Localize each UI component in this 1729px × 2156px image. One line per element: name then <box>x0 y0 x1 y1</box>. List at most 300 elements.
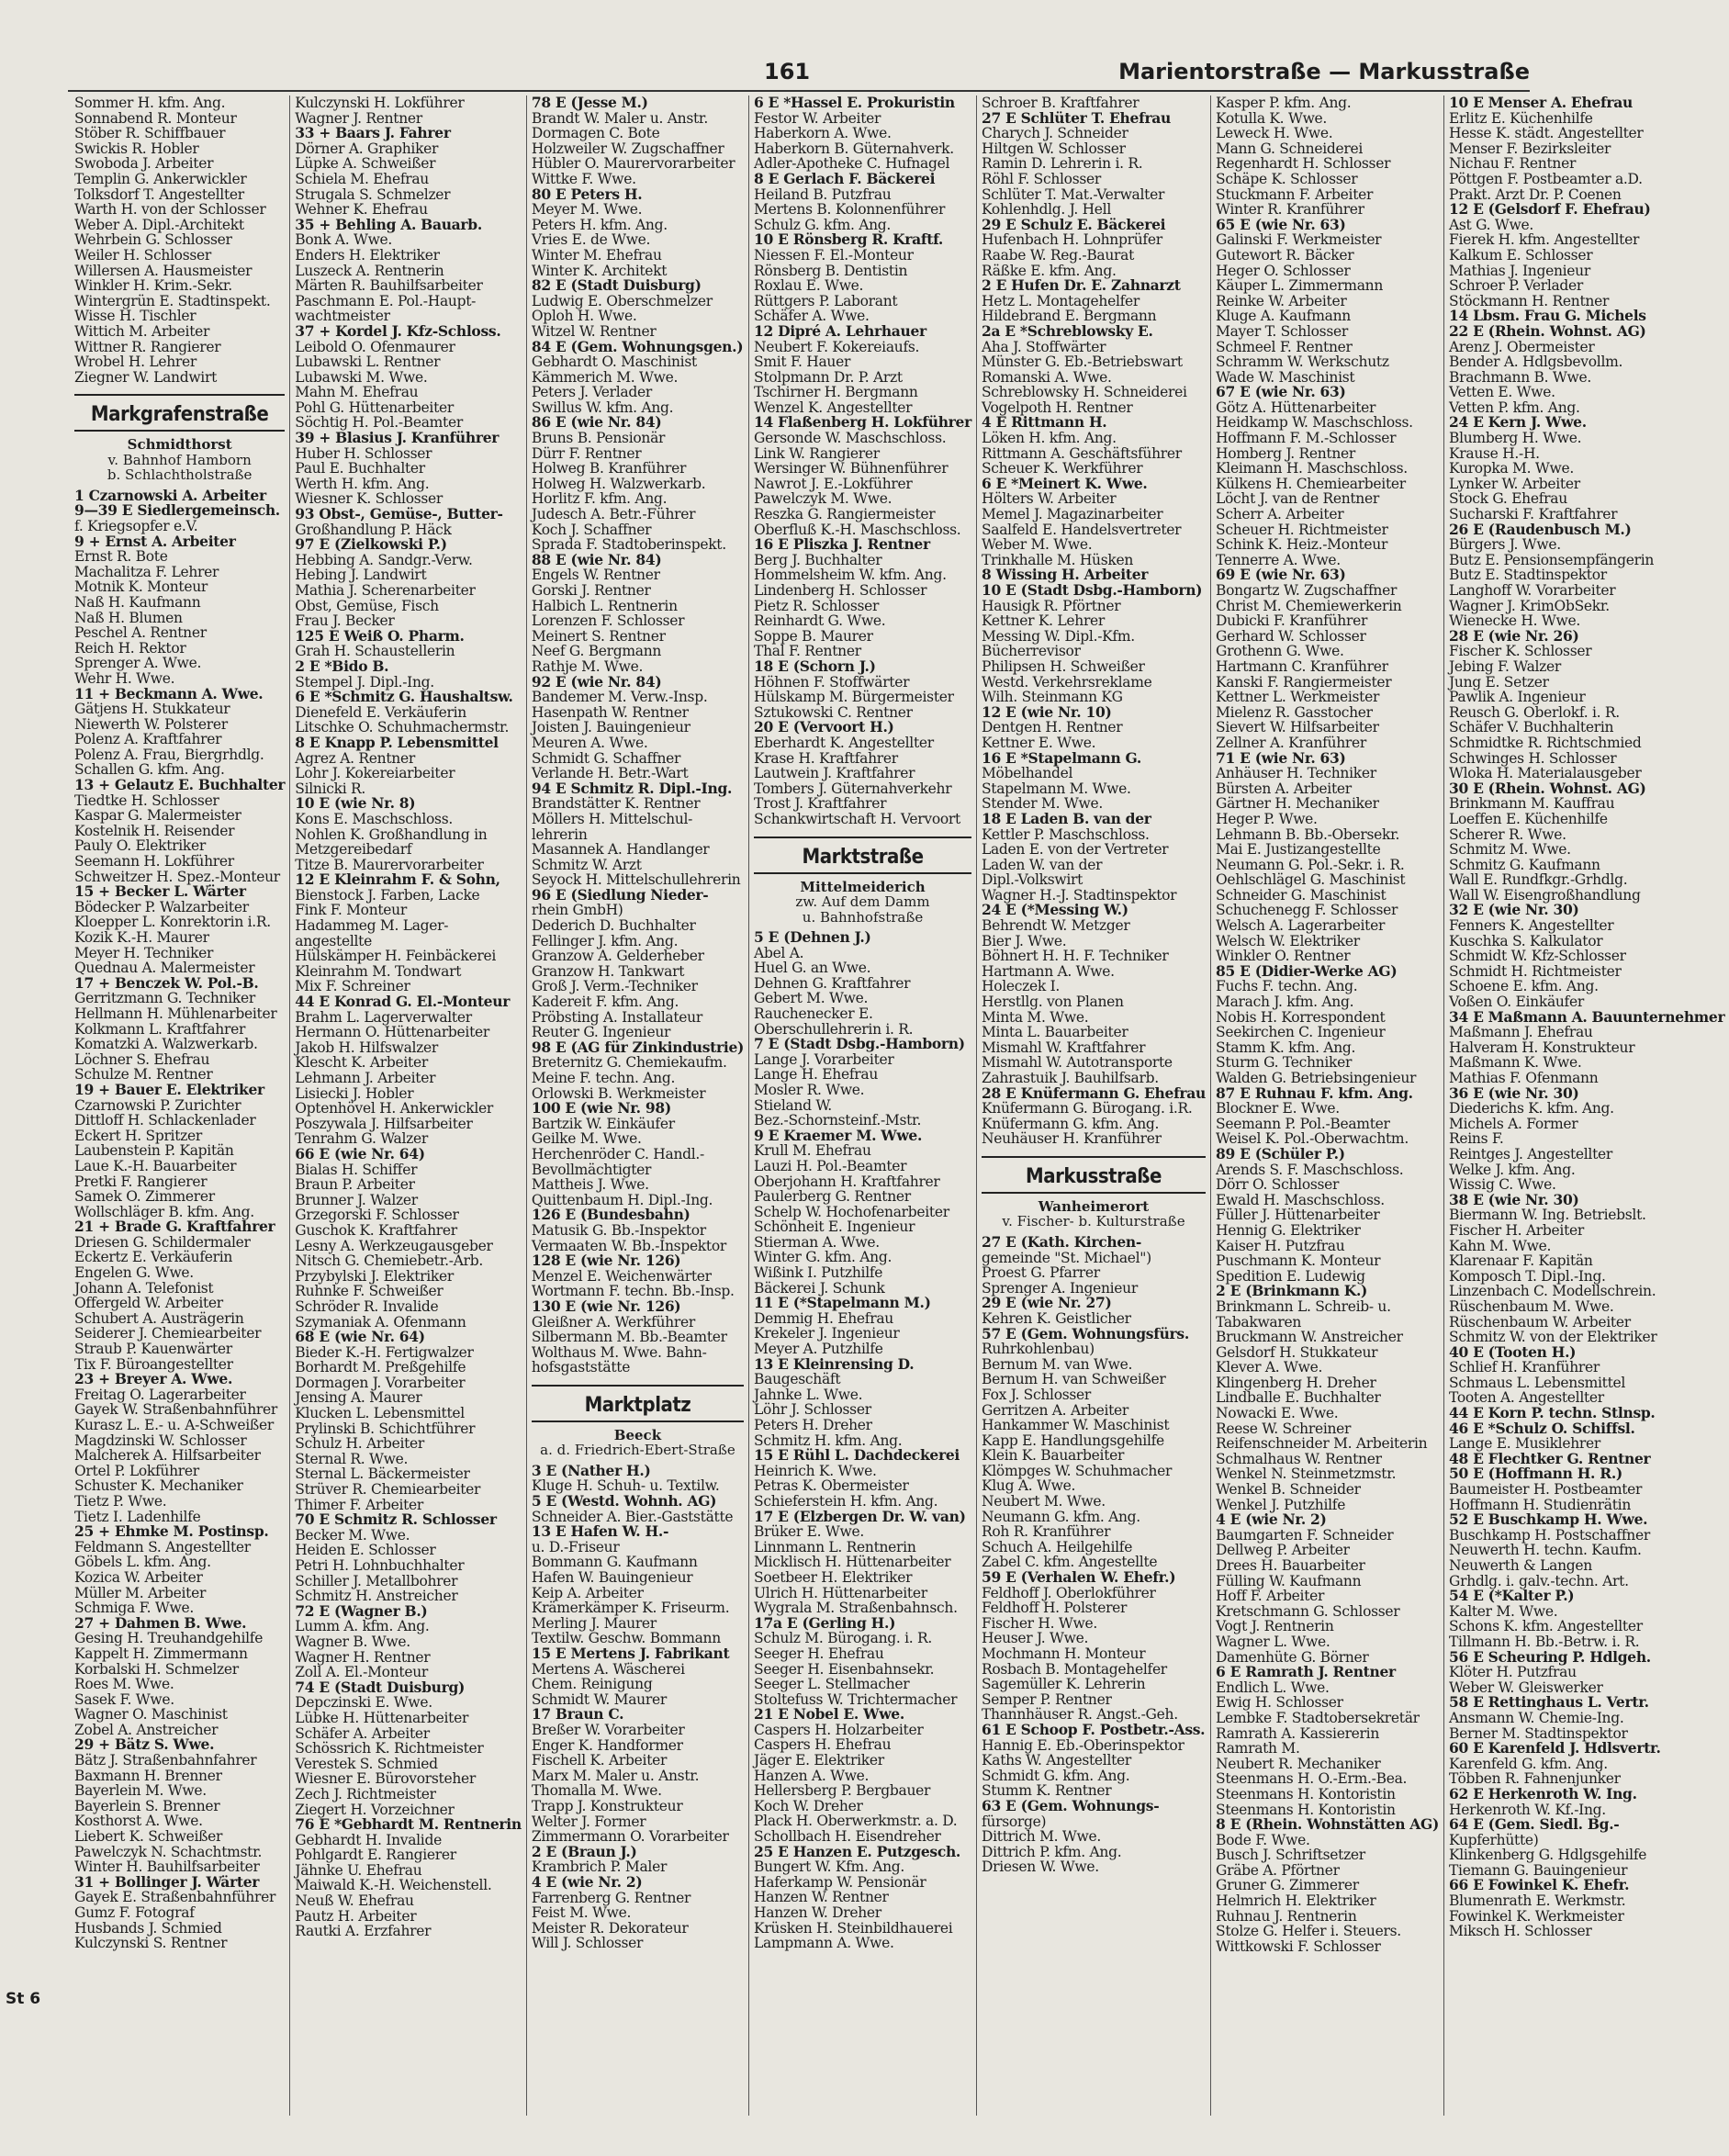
directory-entry: Lumm A. kfm. Ang. <box>295 1618 430 1635</box>
directory-entry: Malcherek A. Hilfsarbeiter <box>74 1447 261 1465</box>
directory-entry: 10 E Rönsberg R. Kraftf. <box>754 230 944 249</box>
directory-entry: 28 E (wie Nr. 26) <box>1449 626 1579 645</box>
directory-entry: Przybylski J. Elektriker <box>295 1267 454 1285</box>
directory-entry: Holweg B. Kranführer <box>531 460 687 477</box>
directory-entry: Wittke F. Wwe. <box>531 170 636 187</box>
directory-entry: 21 E Nobel E. Wwe. <box>754 1705 904 1724</box>
directory-entry: 92 E (wie Nr. 84) <box>531 672 662 691</box>
directory-entry: Heger P. Wwe. <box>1216 810 1318 827</box>
directory-entry: Lisiecki J. Hobler <box>295 1084 414 1102</box>
directory-entry: Schmidt H. Richtmeister <box>1449 962 1622 980</box>
directory-entry: Gätjens H. Stukkateur <box>74 701 230 718</box>
directory-entry: Kretschmann G. Schlosser <box>1216 1602 1400 1620</box>
directory-entry: Jähnke U. Ehefrau <box>295 1861 422 1879</box>
directory-entry: Braun P. Arbeiter <box>295 1176 415 1194</box>
directory-entry: Klömpges W. Schuhmacher <box>981 1462 1173 1479</box>
directory-entry: Optenhövel H. Ankerwickler <box>295 1100 493 1117</box>
directory-entry: 6 E *Meinert K. Wwe. <box>981 474 1148 492</box>
directory-entry: Wienecke H. Wwe. <box>1449 612 1580 630</box>
directory-entry: Offergeld W. Arbeiter <box>74 1295 223 1312</box>
directory-entry: Tschirner H. Bergmann <box>754 384 918 401</box>
directory-entry: Hiltgen W. Schlosser <box>981 140 1126 157</box>
directory-entry: Höhnen F. Stoffwärter <box>754 673 910 691</box>
street-extent: v. Fischer- b. Kulturstraße <box>1002 1213 1185 1230</box>
directory-entry: 18 E Laden B. van der <box>981 809 1151 827</box>
directory-entry: Steenmans H. Kontoristin <box>1216 1785 1396 1802</box>
section-divider <box>532 1385 744 1387</box>
directory-entry: Halbich L. Rentnerin <box>531 597 678 614</box>
directory-entry: 22 E (Rhein. Wohnst. AG) <box>1449 321 1646 340</box>
directory-entry: Pohlgardt E. Rangierer <box>295 1847 456 1864</box>
directory-entry: Ziegner W. Landwirt <box>74 368 217 386</box>
directory-entry: 11 E (*Stapelmann M.) <box>754 1294 931 1312</box>
directory-entry: Tiemann G. Bauingenieur <box>1449 1861 1628 1879</box>
directory-entry: Walden G. Betriebsingenieur <box>1216 1070 1417 1086</box>
directory-entry: Kasper P. kfm. Ang. <box>1216 95 1352 111</box>
directory-entry: 2 E (Braun J.) <box>531 1842 637 1860</box>
directory-entry: Seeger L. Stellmacher <box>754 1676 910 1693</box>
directory-entry: 66 E Fowinkel K. Ehefr. <box>1449 1876 1630 1894</box>
directory-entry: Wilh. Steinmann KG <box>981 689 1123 706</box>
directory-entry: Tolksdorf T. Angestellter <box>74 185 244 203</box>
directory-entry: Lehmann J. Arbeiter <box>295 1070 436 1086</box>
directory-entry: Trapp J. Konstrukteur <box>531 1797 683 1814</box>
directory-entry: Brandstätter K. Rentner <box>531 795 701 813</box>
directory-entry: 5 E (Dehnen J.) <box>754 928 871 946</box>
directory-entry: Gersonde W. Maschschloss. <box>754 430 947 447</box>
directory-entry: 89 E (Schüler P.) <box>1216 1144 1345 1162</box>
district-name: Wanheimerort <box>1038 1197 1150 1215</box>
directory-entry: Fowinkel K. Werkmeister <box>1449 1907 1624 1925</box>
directory-entry: 16 E *Stapelmann G. <box>981 748 1142 767</box>
directory-entry: Wiesner K. Schlosser <box>295 490 443 508</box>
directory-entry: Dormagen J. Vorarbeiter <box>295 1374 466 1391</box>
directory-entry: Strüver R. Chemiearbeiter <box>295 1481 481 1499</box>
directory-entry: Schiela M. Ehefrau <box>295 170 429 187</box>
directory-entry: Hellersberg P. Bergbauer <box>754 1782 931 1800</box>
directory-entry: Prylinski B. Schichtführer <box>295 1420 476 1437</box>
directory-entry: Pauly O. Elektriker <box>74 837 206 855</box>
directory-entry: 67 E (wie Nr. 63) <box>1216 383 1346 401</box>
directory-entry: Breternitz G. Chemiekaufm. <box>531 1054 727 1072</box>
directory-entry: Wenkel N. Steinmetzmstr. <box>1216 1465 1397 1483</box>
directory-entry: Neubert F. Kokereiaufs. <box>754 338 920 355</box>
directory-entry: Baumeister H. Postbeamter <box>1449 1481 1643 1499</box>
directory-entry: Kehren K. Geistlicher <box>981 1309 1131 1327</box>
directory-entry: angestellte <box>295 932 372 949</box>
directory-entry: Nitsch G. Chemiebetr.-Arb. <box>295 1252 483 1270</box>
directory-entry: Mochmann H. Monteur <box>981 1645 1146 1662</box>
directory-entry: Weiler H. Schlosser <box>74 246 211 264</box>
directory-entry: 1 Czarnowski A. Arbeiter <box>74 486 266 504</box>
directory-entry: Hebing J. Landwirt <box>295 567 427 584</box>
directory-entry: Seiderer J. Chemiearbeiter <box>74 1325 262 1342</box>
directory-entry: Thimer F. Arbeiter <box>295 1496 424 1513</box>
directory-entry: Memel J. Magazinarbeiter <box>981 506 1163 523</box>
directory-entry: Link W. Rangierer <box>754 444 880 462</box>
directory-entry: Neumann G. Pol.-Sekr. i. R. <box>1216 856 1405 873</box>
directory-entry: 74 E (Stadt Duisburg) <box>295 1678 466 1696</box>
directory-entry: 6 E *Schmitz G. Haushaltsw. <box>295 688 513 706</box>
directory-entry: 24 E (*Messing W.) <box>981 901 1128 919</box>
directory-entry: 19 + Bauer E. Elektriker <box>74 1080 264 1098</box>
directory-entry: 62 E Herkenroth W. Ing. <box>1449 1784 1637 1802</box>
directory-entry: Paschmann E. Pol.-Haupt- <box>295 292 477 309</box>
directory-entry: fürsorge) <box>981 1813 1047 1830</box>
directory-entry: 37 + Kordel J. Kfz-Schloss. <box>295 321 501 340</box>
directory-entry: 28 E Knüfermann G. Ehefrau <box>981 1084 1207 1102</box>
directory-entry: Tennerre A. Wwe. <box>1216 551 1341 568</box>
directory-entry: Eckert H. Spritzer <box>74 1127 202 1144</box>
directory-entry: Soetbeer H. Elektriker <box>754 1568 913 1586</box>
directory-entry: Czarnowski P. Zurichter <box>74 1096 241 1114</box>
directory-entry: Wehrbein G. Schlosser <box>74 231 232 249</box>
directory-entry: Bäckerei J. Schunk <box>754 1279 885 1297</box>
directory-entry: Hermann O. Hüttenarbeiter <box>295 1024 489 1041</box>
directory-entry: Füller J. Hüttenarbeiter <box>1216 1207 1380 1224</box>
directory-entry: Philipsen H. Schweißer <box>981 657 1145 675</box>
directory-entry: Sztukowski C. Rentner <box>754 703 913 721</box>
directory-entry: Bätz J. Straßenbahnfahrer <box>74 1752 257 1769</box>
directory-entry: Krüsken H. Steinbildhauerei <box>754 1919 953 1937</box>
directory-entry: Schäfer V. Buchhalterin <box>1449 719 1614 736</box>
directory-entry: Strugala S. Schmelzer <box>295 185 451 203</box>
directory-entry: Märten R. Bauhilfsarbeiter <box>295 277 483 295</box>
directory-entry: Feldhoff H. Polsterer <box>981 1600 1128 1617</box>
directory-entry: Dörner A. Graphiker <box>295 140 439 157</box>
directory-entry: Micklisch H. Hüttenarbeiter <box>754 1554 951 1571</box>
directory-entry: Kaths W. Angestellter <box>981 1752 1132 1769</box>
directory-entry: Enger K. Handformer <box>531 1736 683 1754</box>
directory-entry: Magdzinski W. Schlosser <box>74 1432 247 1449</box>
directory-entry: Ruhrkohlenbau) <box>981 1341 1095 1358</box>
directory-entry: Judesch A. Betr.-Führer <box>531 506 696 523</box>
directory-entry: Klarenaar F. Kapitän <box>1449 1252 1593 1270</box>
directory-entry: Brandt W. Maler u. Anstr. <box>531 109 708 127</box>
directory-entry: Liebert K. Schweißer <box>74 1828 223 1846</box>
directory-entry: Wittich M. Arbeiter <box>74 322 210 340</box>
directory-entry: Marx M. Maler u. Anstr. <box>531 1767 700 1784</box>
directory-entry: Kapp E. Handlungsgehilfe <box>981 1432 1164 1449</box>
directory-entry: Naß H. Blumen <box>74 609 183 626</box>
directory-entry: Biermann W. Ing. Betriebslt. <box>1449 1207 1646 1224</box>
directory-entry: Reuter G. Ingenieur <box>531 1024 671 1041</box>
column-5 <box>977 95 1211 2116</box>
directory-entry: Stuckmann F. Arbeiter <box>1216 185 1374 203</box>
directory-entry: 12 Dipré A. Lehrhauer <box>754 321 926 340</box>
directory-entry: Ernst R. Bote <box>74 548 168 566</box>
directory-entry: Brunner J. Walzer <box>295 1191 418 1208</box>
directory-entry: Schmaus L. Lebensmittel <box>1449 1374 1626 1391</box>
directory-entry: Haberkorn A. Wwe. <box>754 125 892 142</box>
directory-entry: Sternal R. Wwe. <box>295 1450 409 1467</box>
directory-entry: Schäfer A. Wwe. <box>754 308 870 325</box>
directory-entry: Gelsdorf H. Stukkateur <box>1216 1343 1378 1361</box>
district-name: Schmidthorst <box>127 436 232 454</box>
directory-entry: Klever A. Wwe. <box>1216 1359 1323 1376</box>
directory-entry: Wagner H. Rentner <box>295 1648 431 1666</box>
directory-entry: 38 E (wie Nr. 30) <box>1449 1190 1579 1208</box>
directory-entry: Schubert A. Austrägerin <box>74 1309 244 1327</box>
directory-entry: Mayer T. Schlosser <box>1216 322 1348 340</box>
directory-entry: Driesen G. Schildermaler <box>74 1233 251 1251</box>
directory-entry: Christ M. Chemiewerkerin <box>1216 597 1402 614</box>
directory-entry: Lange H. Ehefrau <box>754 1066 878 1084</box>
directory-entry: Ortel P. Lokführer <box>74 1462 199 1479</box>
directory-entry: Brahm L. Lagerverwalter <box>295 1008 472 1026</box>
directory-entry: 10 E (Stadt Dsbg.-Hamborn) <box>981 581 1203 599</box>
directory-entry: Göbels L. kfm. Ang. <box>74 1554 211 1571</box>
directory-entry: Dittrich P. kfm. Ang. <box>981 1843 1122 1860</box>
directory-entry: Peters J. Verlader <box>531 384 652 401</box>
directory-entry: Schmidt W. Kfz-Schlosser <box>1449 948 1626 965</box>
directory-entry: Kolkmann L. Kraftfahrer <box>74 1020 246 1038</box>
directory-entry: Seeger H. Eisenbahnsekr. <box>754 1660 935 1678</box>
directory-entry: Blumenrath E. Werkmstr. <box>1449 1892 1626 1910</box>
directory-entry: Blumberg H. Wwe. <box>1449 430 1582 447</box>
directory-entry: Lüpke A. Schweißer <box>295 155 436 173</box>
directory-entry: Wagner B. Wwe. <box>295 1633 410 1650</box>
directory-entry: Bernum H. van Schweißer <box>981 1371 1166 1388</box>
directory-entry: Orlowski B. Werkmeister <box>531 1084 706 1102</box>
directory-entry: 39 + Blasius J. Kranführer <box>295 429 500 447</box>
directory-entry: Eberhardt K. Angestellter <box>754 734 934 751</box>
directory-entry: Schallen G. kfm. Ang. <box>74 761 225 779</box>
directory-entry: 56 E Scheuring P. Hdlgeh. <box>1449 1647 1651 1666</box>
directory-entry: Maßmann J. Ehefrau <box>1449 1024 1593 1041</box>
directory-entry: 17 E (Elzbergen Dr. W. van) <box>754 1507 966 1525</box>
directory-entry: Bieder K.-H. Fertigwalzer <box>295 1343 474 1361</box>
directory-entry: Münster G. Eb.-Betriebswart <box>981 354 1183 371</box>
directory-entry: Wloka H. Materialausgeber <box>1449 765 1642 782</box>
directory-entry: Ramrath M. <box>1216 1740 1300 1757</box>
directory-entry: Müller M. Arbeiter <box>74 1584 207 1601</box>
directory-entry: Ludwig E. Oberschmelzer <box>531 292 713 309</box>
directory-entry: Swillus W. kfm. Ang. <box>531 399 674 416</box>
directory-entry: Granzow A. Gelderheber <box>531 948 704 965</box>
directory-entry: Schwinges H. Schlosser <box>1449 749 1617 767</box>
directory-entry: Heiden E. Schlosser <box>295 1542 436 1559</box>
directory-entry: 97 E (Zielkowski P.) <box>295 535 447 554</box>
directory-entry: Proest G. Pfarrer <box>981 1264 1100 1282</box>
directory-entry: Neubert R. Mechaniker <box>1216 1755 1381 1772</box>
directory-entry: Poszywala J. Hilfsarbeiter <box>295 1115 473 1132</box>
directory-entry: Chem. Reinigung <box>531 1676 653 1693</box>
directory-entry: Jensing A. Maurer <box>295 1389 422 1407</box>
directory-entry: Silnicki R. <box>295 780 366 797</box>
directory-entry: Hanzen W. Dreher <box>754 1904 881 1921</box>
directory-entry: Haferkamp W. Pensionär <box>754 1873 926 1891</box>
directory-entry: Feist M. Wwe. <box>531 1904 632 1922</box>
directory-entry: Polenz A. Kraftfahrer <box>74 731 222 748</box>
directory-entry: Hartmann A. Wwe. <box>981 962 1115 980</box>
directory-entry: Kosthorst A. Wwe. <box>74 1813 203 1830</box>
directory-entry: Helmrich H. Elektriker <box>1216 1892 1376 1910</box>
directory-entry: 125 E Weiß O. Pharm. <box>295 626 465 645</box>
directory-entry: 48 E Flechtker G. Rentner <box>1449 1449 1651 1467</box>
directory-entry: Kurasz L. E.- u. A-Schweißer <box>74 1417 274 1433</box>
directory-entry: Oberschullehrerin i. R. <box>754 1020 914 1038</box>
directory-entry: Machalitza F. Lehrer <box>74 563 219 580</box>
directory-entry: Bez.-Schornsteinf.-Mstr. <box>754 1112 922 1129</box>
directory-entry: Rönsberg B. Dentistin <box>754 262 908 279</box>
directory-entry: Borhardt M. Preßgehilfe <box>295 1359 466 1376</box>
directory-entry: Wall E. Rundfkgr.-Grhdlg. <box>1449 871 1628 889</box>
directory-entry: Holeczek I. <box>981 978 1061 995</box>
directory-entry: Huber H. Schlosser <box>295 444 432 462</box>
directory-entry: Seemann H. Lokführer <box>74 853 234 870</box>
directory-entry: Lindenberg H. Schlosser <box>754 582 927 599</box>
directory-entry: Enders H. Elektriker <box>295 246 440 264</box>
directory-entry: Gorski J. Rentner <box>531 582 651 599</box>
directory-entry: Stöckmann H. Rentner <box>1449 292 1610 309</box>
directory-entry: Kuschka S. Kalkulator <box>1449 932 1603 949</box>
directory-entry: Winter G. kfm. Ang. <box>754 1249 893 1266</box>
directory-entry: Tietz P. Wwe. <box>74 1492 167 1510</box>
directory-entry: 17 Braun C. <box>531 1705 624 1724</box>
directory-entry: Schmitz W. von der Elektriker <box>1449 1329 1657 1346</box>
directory-entry: Nowacki E. Wwe. <box>1216 1405 1339 1422</box>
directory-entry: Niessen F. El.-Monteur <box>754 246 914 264</box>
directory-entry: Schankwirtschaft H. Vervoort <box>754 810 960 827</box>
directory-entry: Mismahl W. Autotransporte <box>981 1054 1173 1072</box>
directory-entry: Kaspar G. Malermeister <box>74 807 241 825</box>
directory-entry: Wißink I. Putzhilfe <box>754 1264 883 1282</box>
directory-entry: Grhdlg. i. galv.-techn. Art. <box>1449 1572 1629 1589</box>
directory-entry: Rüschenbaum M. Wwe. <box>1449 1297 1614 1315</box>
directory-entry: Winter R. Kranführer <box>1216 201 1364 219</box>
directory-entry: Willersen A. Hausmeister <box>74 262 253 279</box>
directory-entry: Koch J. Schaffner <box>531 521 652 538</box>
directory-entry: 21 + Brade G. Kraftfahrer <box>74 1218 275 1236</box>
directory-entry: 61 E Schoop F. Postbetr.-Ass. <box>981 1720 1206 1738</box>
directory-entry: Ansmann W. Chemie-Ing. <box>1449 1709 1624 1726</box>
directory-entry: Tillmann H. Bb.-Betrw. i. R. <box>1449 1633 1640 1650</box>
directory-entry: Wenkel J. Putzhilfe <box>1216 1496 1346 1513</box>
directory-entry: Sternal L. Bäckermeister <box>295 1465 470 1483</box>
directory-entry: Stempel J. Dipl.-Ing. <box>295 673 434 691</box>
directory-entry: Böhnert H. H. F. Techniker <box>981 948 1169 965</box>
directory-entry: Voßen O. Einkäufer <box>1449 994 1584 1011</box>
directory-entry: Kulczynski H. Lokführer <box>295 95 465 111</box>
directory-entry: Pöttgen F. Postbeamter a.D. <box>1449 170 1643 187</box>
directory-entry: Semper P. Rentner <box>981 1690 1112 1708</box>
directory-entry: Schmitz H. kfm. Ang. <box>754 1432 903 1449</box>
directory-entry: Lubawski M. Wwe. <box>295 368 428 386</box>
directory-entry: 29 E Schulz E. Bäckerei <box>981 215 1166 233</box>
directory-entry: Thannhäuser R. Angst.-Geh. <box>981 1706 1178 1724</box>
directory-entry: Rosbach B. Montagehelfer <box>981 1660 1167 1678</box>
directory-entry: 24 E Kern J. Wwe. <box>1449 413 1587 432</box>
directory-entry: 6 E *Hassel E. Prokuristin <box>754 94 955 111</box>
directory-entry: Meine F. techn. Ang. <box>531 1070 676 1086</box>
section-divider <box>754 872 971 874</box>
directory-entry: Bartzik W. Einkäufer <box>531 1115 675 1132</box>
directory-entry: Jebing F. Walzer <box>1449 657 1562 675</box>
directory-entry: Söchtig H. Pol.-Beamter <box>295 414 463 432</box>
directory-entry: Peters H. kfm. Ang. <box>531 216 668 233</box>
directory-entry: Laue K.-H. Bauarbeiter <box>74 1157 237 1174</box>
directory-entry: Schlief H. Kranführer <box>1449 1359 1600 1376</box>
directory-entry: 98 E (AG für Zinkindustrie) <box>531 1038 745 1056</box>
directory-entry: Petras K. Obermeister <box>754 1477 909 1495</box>
directory-entry: Endlich L. Wwe. <box>1216 1679 1330 1696</box>
directory-entry: 27 E (Kath. Kirchen- <box>981 1232 1142 1251</box>
directory-entry: Schulz M. Bürogang. i. R. <box>754 1630 933 1647</box>
directory-entry: Komatzki A. Walzwerkarb. <box>74 1036 258 1053</box>
directory-entry: Kloepper L. Konrektorin i.R. <box>74 914 271 931</box>
street-heading: Marktstraße <box>802 845 924 869</box>
directory-entry: Groß J. Verm.-Techniker <box>531 978 698 995</box>
directory-entry: Linzenbach C. Modellschrein. <box>1449 1283 1656 1300</box>
directory-entry: Grah H. Schaustellerin <box>295 643 455 660</box>
directory-entry: Hoff F. Arbeiter <box>1216 1588 1325 1605</box>
column-1 <box>70 95 290 2116</box>
directory-entry: Ramrath A. Kassiererin <box>1216 1724 1380 1742</box>
directory-entry: Hafen W. Bauingenieur <box>531 1569 693 1587</box>
directory-entry: 8 Wissing H. Arbeiter <box>981 566 1149 584</box>
directory-entry: Scheuer H. Richtmeister <box>1216 521 1388 538</box>
directory-entry: Löken H. kfm. Ang. <box>981 430 1117 447</box>
directory-entry: Bürgers J. Wwe. <box>1449 536 1561 554</box>
directory-entry: Peters H. Dreher <box>754 1417 872 1433</box>
directory-entry: Lehmann B. Bb.-Obersekr. <box>1216 825 1400 843</box>
directory-entry: Dürr F. Rentner <box>531 444 642 462</box>
directory-entry: Wittkowski F. Schlosser <box>1216 1937 1381 1955</box>
directory-entry: 86 E (wie Nr. 84) <box>531 413 662 432</box>
directory-entry: Schäfer A. Arbeiter <box>295 1724 430 1742</box>
directory-entry: Welsch W. Elektriker <box>1216 932 1360 949</box>
directory-entry: Sievert W. Hilfsarbeiter <box>1216 719 1379 736</box>
directory-entry: Tenrahm G. Walzer <box>295 1130 428 1148</box>
directory-entry: Minta M. Wwe. <box>981 1008 1089 1026</box>
directory-entry: Metzgereibedarf <box>295 841 412 859</box>
directory-entry: Thal F. Rentner <box>754 643 861 660</box>
directory-entry: Kanski F. Rangiermeister <box>1216 673 1392 691</box>
directory-entry: Leweck H. Wwe. <box>1216 125 1333 142</box>
directory-entry: Stierman A. Wwe. <box>754 1233 880 1251</box>
directory-entry: Hommelsheim W. kfm. Ang. <box>754 567 947 584</box>
directory-entry: Klug A. Wwe. <box>981 1477 1076 1495</box>
directory-entry: Witzel W. Rentner <box>531 322 657 340</box>
directory-entry: Johann A. Telefonist <box>74 1279 214 1297</box>
directory-entry: Lorenzen F. Schlosser <box>531 612 685 630</box>
directory-entry: Zabel C. kfm. Angestellte <box>981 1554 1158 1571</box>
directory-entry: 18 E (Schorn J.) <box>754 657 876 675</box>
directory-entry: Wersinger W. Bühnenführer <box>754 460 949 477</box>
directory-entry: Schieferstein H. kfm. Ang. <box>754 1492 938 1510</box>
directory-entry: Dubicki F. Kranführer <box>1216 612 1368 630</box>
directory-entry: Bandemer M. Verw.-Insp. <box>531 689 708 706</box>
directory-entry: Lautwein J. Kraftfahrer <box>754 765 915 782</box>
directory-entry: Motnik K. Monteur <box>74 578 208 596</box>
directory-entry: Komposch T. Dipl.-Ing. <box>1449 1267 1606 1285</box>
directory-entry: Pawlik A. Ingenieur <box>1449 689 1586 706</box>
directory-entry: 85 E (Didier-Werke AG) <box>1216 961 1398 980</box>
directory-entry: Ramin D. Lehrerin i. R. <box>981 155 1143 173</box>
directory-entry: Meuren A. Wwe. <box>531 734 648 751</box>
directory-entry: 12 E (Gelsdorf F. Ehefrau) <box>1449 200 1651 219</box>
directory-entry: Menzel E. Weichenwärter <box>531 1267 712 1285</box>
directory-entry: Masannek A. Handlanger <box>531 841 710 859</box>
directory-entry: Schuster K. Mechaniker <box>74 1477 243 1495</box>
directory-entry: Kadereit F. kfm. Ang. <box>531 994 679 1011</box>
directory-entry: 26 E (Raudenbusch M.) <box>1449 520 1632 538</box>
directory-entry: Scherer R. Wwe. <box>1449 825 1566 843</box>
directory-entry: Pröbsting A. Installateur <box>531 1008 702 1026</box>
directory-entry: Fenners K. Angestellter <box>1449 917 1614 935</box>
directory-entry: 9—39 E Siedlergemeinsch. <box>74 501 280 520</box>
